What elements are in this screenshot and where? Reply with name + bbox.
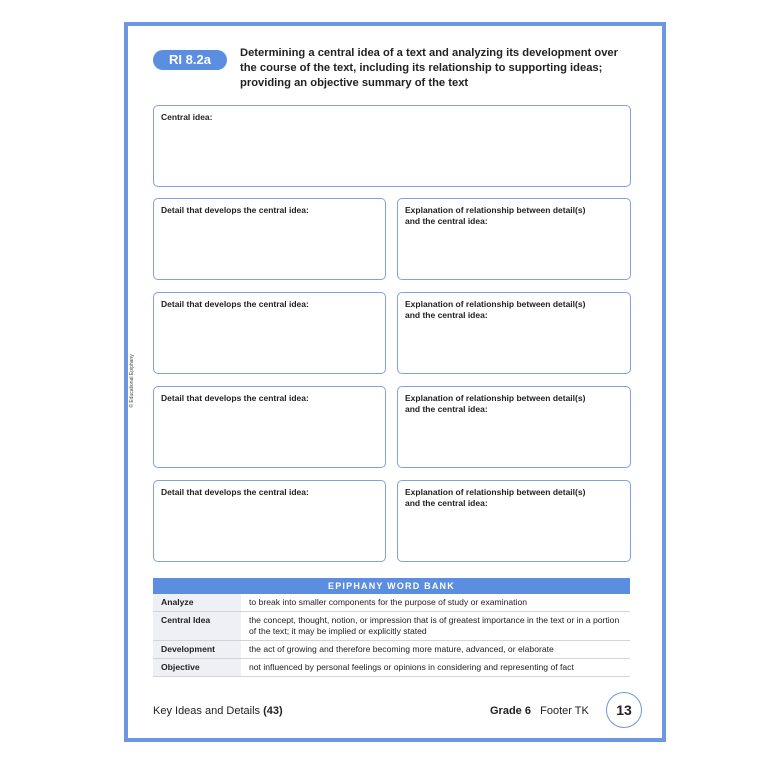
detail-label: Detail that develops the central idea:: [161, 205, 309, 215]
explanation-label: Explanation of relationship between detail(s) and the central idea:: [405, 487, 586, 508]
central-idea-box[interactable]: [153, 105, 631, 187]
central-idea-label: Central idea:: [161, 112, 213, 122]
page-number: 13: [606, 692, 642, 728]
detail-label: Detail that develops the central idea:: [161, 487, 309, 497]
term: Objective: [153, 659, 241, 676]
section-name: Key Ideas and Details: [153, 705, 261, 717]
grade: Grade 6: [490, 705, 531, 717]
detail-box[interactable]: [153, 386, 386, 468]
section-number: (43): [263, 705, 283, 717]
detail-label: Detail that develops the central idea:: [161, 299, 309, 309]
footer-section: [153, 705, 283, 717]
term: Central Idea: [153, 612, 241, 640]
detail-box[interactable]: [153, 198, 386, 280]
detail-label: Detail that develops the central idea:: [161, 393, 309, 403]
standard-badge: RI 8.2a: [153, 50, 227, 70]
detail-box[interactable]: [153, 292, 386, 374]
word-bank-row: [153, 612, 630, 641]
explanation-box[interactable]: [397, 292, 631, 374]
definition: the act of growing and therefore becoming more mature, advanced, or elaborate: [249, 644, 554, 654]
explanation-label: Explanation of relationship between detail(s) and the central idea:: [405, 299, 586, 320]
footer-text: Footer TK: [540, 705, 589, 717]
term: Analyze: [153, 594, 241, 611]
definition: the concept, thought, notion, or impression that is of greatest importance in the text or in a portion of the text; it may be implied or explicitly stated: [249, 615, 620, 636]
explanation-label: Explanation of relationship between detail(s) and the central idea:: [405, 393, 586, 414]
definition: to break into smaller components for the purpose of study or examination: [249, 597, 528, 607]
word-bank-row: [153, 594, 630, 612]
standard-text: Determining a central idea of a text and analyzing its development over the course of the text, including its relationship to supporting ideas; providing an objective summary of the text: [240, 47, 618, 89]
detail-box[interactable]: [153, 480, 386, 562]
copyright: © Educational Epiphany: [129, 354, 135, 408]
word-bank-row: [153, 659, 630, 677]
word-bank-row: [153, 641, 630, 659]
explanation-box[interactable]: [397, 198, 631, 280]
word-bank-title: EPIPHANY WORD BANK: [153, 578, 630, 594]
explanation-box[interactable]: [397, 480, 631, 562]
term: Development: [153, 641, 241, 658]
word-bank: [153, 578, 630, 677]
explanation-box[interactable]: [397, 386, 631, 468]
footer-right: [490, 705, 589, 717]
definition: not influenced by personal feelings or opinions in considering and representing of fact: [249, 662, 574, 672]
explanation-label: Explanation of relationship between detail(s) and the central idea:: [405, 205, 586, 226]
